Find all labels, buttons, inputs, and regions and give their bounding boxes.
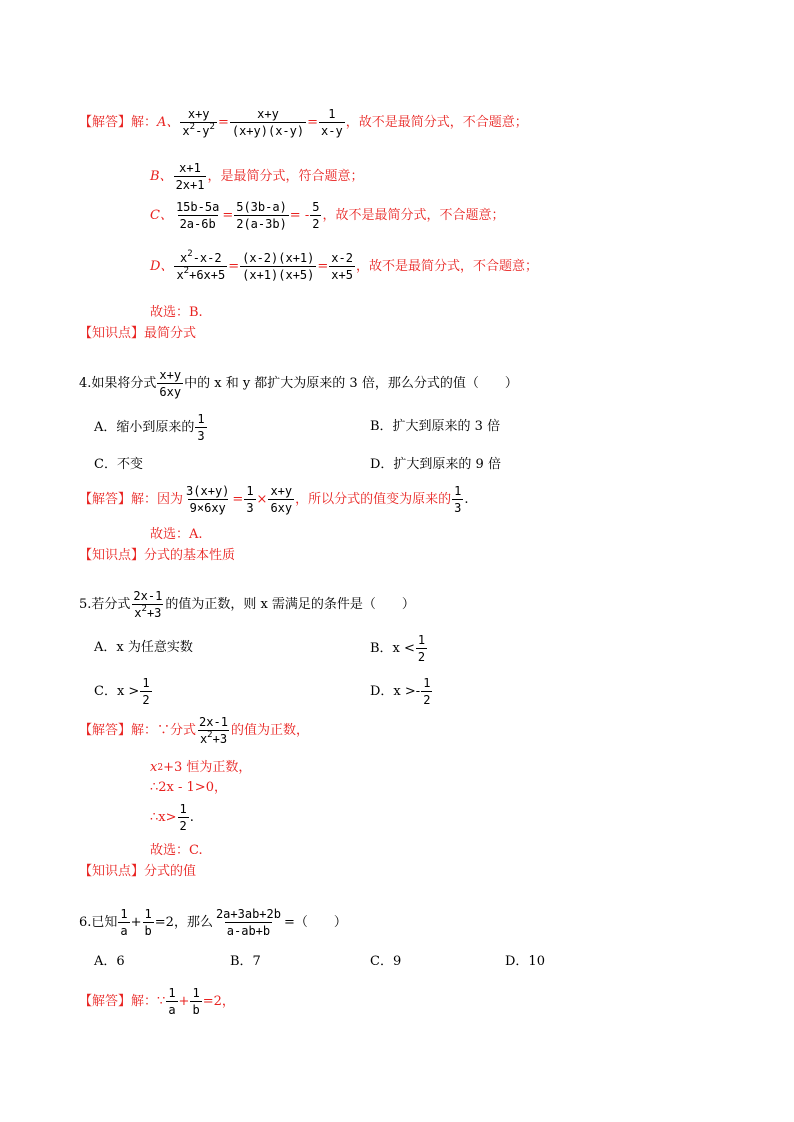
q6-stem: 6.已知 $\frac{1}{a}$ + $\frac{1}{b}$ =2，那么 $\frac{2a+3ab+2b}{a-ab+b}$ =（ ） — [79, 907, 347, 938]
answer-label: 【解答】 — [79, 115, 132, 130]
q4-stem: 4.如果将分式 $\frac{x+y}{6xy}$ 中的 x 和 y 都扩大为原来的 3 倍，那么分式的值（ ） — [79, 368, 518, 399]
fraction: $\frac{1}{b}$ — [144, 907, 152, 938]
fraction: $\frac{2x-1}{x^2+3}$ — [199, 715, 228, 746]
fraction: $\frac{5}{2}$ — [312, 200, 320, 231]
fraction: $\frac{15b-5a}{2a-6b}$ — [175, 200, 220, 231]
q3-solution-c: C、 $\frac{15b-5a}{2a-6b}$ = $\frac{5(3b-a)}{2(a-3b)}$ = - $\frac{5}{2}$ ，故不是最简分式，不合题意； — [150, 200, 505, 231]
fraction: $\frac{2x-1}{x^2+3}$ — [133, 589, 163, 620]
q4-option-d[interactable]: D．扩大到原来的 9 倍 — [370, 457, 501, 472]
fraction: $\frac{x+y}{6xy}$ — [270, 484, 293, 515]
q5-line3: ∴2x - 1>0， — [150, 780, 227, 795]
q5-option-a[interactable]: A．x 为任意实数 — [94, 640, 193, 655]
q4-option-b[interactable]: B．扩大到原来的 3 倍 — [370, 419, 501, 434]
q4-choose: 故选：A. — [150, 527, 203, 542]
fraction: $\frac{1}{2}$ — [142, 676, 150, 707]
fraction: $\frac{1}{a}$ — [120, 907, 128, 938]
q3-solution-b: B、 $\frac{x+1}{2x+1}$ ，是最简分式，符合题意； — [150, 161, 364, 192]
fraction: $\frac{1}{3}$ — [197, 412, 205, 443]
q3-solution-a: 【解答】 解： A、 $\frac{x+y}{x^2-y^2}$ = $\frac{x+y}{(x+y)(x-y)}$ = $\frac{1}{x-y}$ ，故不是最简分式，不合题意； — [79, 107, 528, 138]
fraction: $\frac{1}{b}$ — [192, 986, 200, 1017]
fraction: $\frac{1}{3}$ — [454, 484, 462, 515]
q6-option-c[interactable]: C．9 — [370, 954, 402, 969]
q4-option-a[interactable]: A．缩小到原来的 $\frac{1}{3}$ — [94, 412, 205, 443]
q4-option-c[interactable]: C．不变 — [94, 457, 143, 472]
q5-choose: 故选：C. — [150, 843, 203, 858]
fraction: $\frac{(x-2)(x+1)}{(x+1)(x+5)}$ — [242, 251, 315, 282]
fraction: $\frac{2a+3ab+2b}{a-ab+b}$ — [215, 907, 281, 938]
q5-option-d[interactable]: D．x >- $\frac{1}{2}$ — [370, 676, 431, 707]
q6-solution: 【解答】 解： ∵ $\frac{1}{a}$ + $\frac{1}{b}$ =2， — [79, 986, 235, 1017]
fraction: $\frac{x^2-x-2}{x^2+6x+5}$ — [176, 249, 226, 282]
q4-solution: 【解答】 解： 因为 $\frac{3(x+y)}{9\times 6xy}$ = $\frac{1}{3}$ × $\frac{x+y}{6xy}$ ，所以分式的值变为原来的 $\frac{1}{3}$ . — [79, 484, 469, 515]
fraction: $\frac{x+y}{6xy}$ — [159, 368, 182, 399]
fraction: $\frac{x-2}{x+5}$ — [331, 251, 353, 282]
q5-option-c[interactable]: C．x > $\frac{1}{2}$ — [94, 676, 150, 707]
q5-line2: x 2 +3 恒为正数， — [150, 760, 252, 775]
q6-option-a[interactable]: A．6 — [94, 954, 125, 969]
fraction: $\frac{x+1}{2x+1}$ — [175, 161, 205, 192]
q5-stem: 5.若分式 $\frac{2x-1}{x^2+3}$ 的值为正数，则 x 需满足的条件是（ ） — [79, 589, 415, 620]
q5-option-b[interactable]: B．x < $\frac{1}{2}$ — [370, 633, 426, 664]
fraction: $\frac{1}{2}$ — [423, 676, 431, 707]
q5-knowledge: 【知识点】 分式的值 — [79, 864, 197, 879]
q4-knowledge: 【知识点】 分式的基本性质 — [79, 548, 236, 563]
q3-solution-d: D、 $\frac{x^2-x-2}{x^2+6x+5}$ = $\frac{(x-2)(x+1)}{(x+1)(x+5)}$ = $\frac{x-2}{x+5}$ ，故不是最简分式，不合题意； — [150, 249, 538, 282]
q6-option-d[interactable]: D．10 — [505, 954, 545, 969]
fraction: $\frac{1}{2}$ — [417, 633, 426, 664]
q3-choose: 故选：B. — [150, 305, 203, 320]
fraction: $\frac{x+y}{x^2-y^2}$ — [182, 107, 215, 138]
fraction: $\frac{1}{2}$ — [179, 802, 187, 833]
q5-solution: 【解答】 解： ∵分式 $\frac{2x-1}{x^2+3}$ 的值为正数， — [79, 715, 309, 746]
fraction: $\frac{1}{a}$ — [168, 986, 176, 1017]
fraction: $\frac{5(3b-a)}{2(a-3b)}$ — [236, 200, 287, 231]
q3-knowledge: 【知识点】 最简分式 — [79, 326, 197, 341]
fraction: $\frac{1}{3}$ — [246, 484, 254, 515]
q6-option-b[interactable]: B．7 — [230, 954, 261, 969]
fraction: $\frac{1}{x-y}$ — [321, 107, 343, 138]
fraction: $\frac{x+y}{(x+y)(x-y)}$ — [231, 107, 305, 138]
fraction: $\frac{3(x+y)}{9\times 6xy}$ — [186, 484, 230, 515]
q5-line4: ∴x> $\frac{1}{2}$ . — [150, 802, 194, 833]
